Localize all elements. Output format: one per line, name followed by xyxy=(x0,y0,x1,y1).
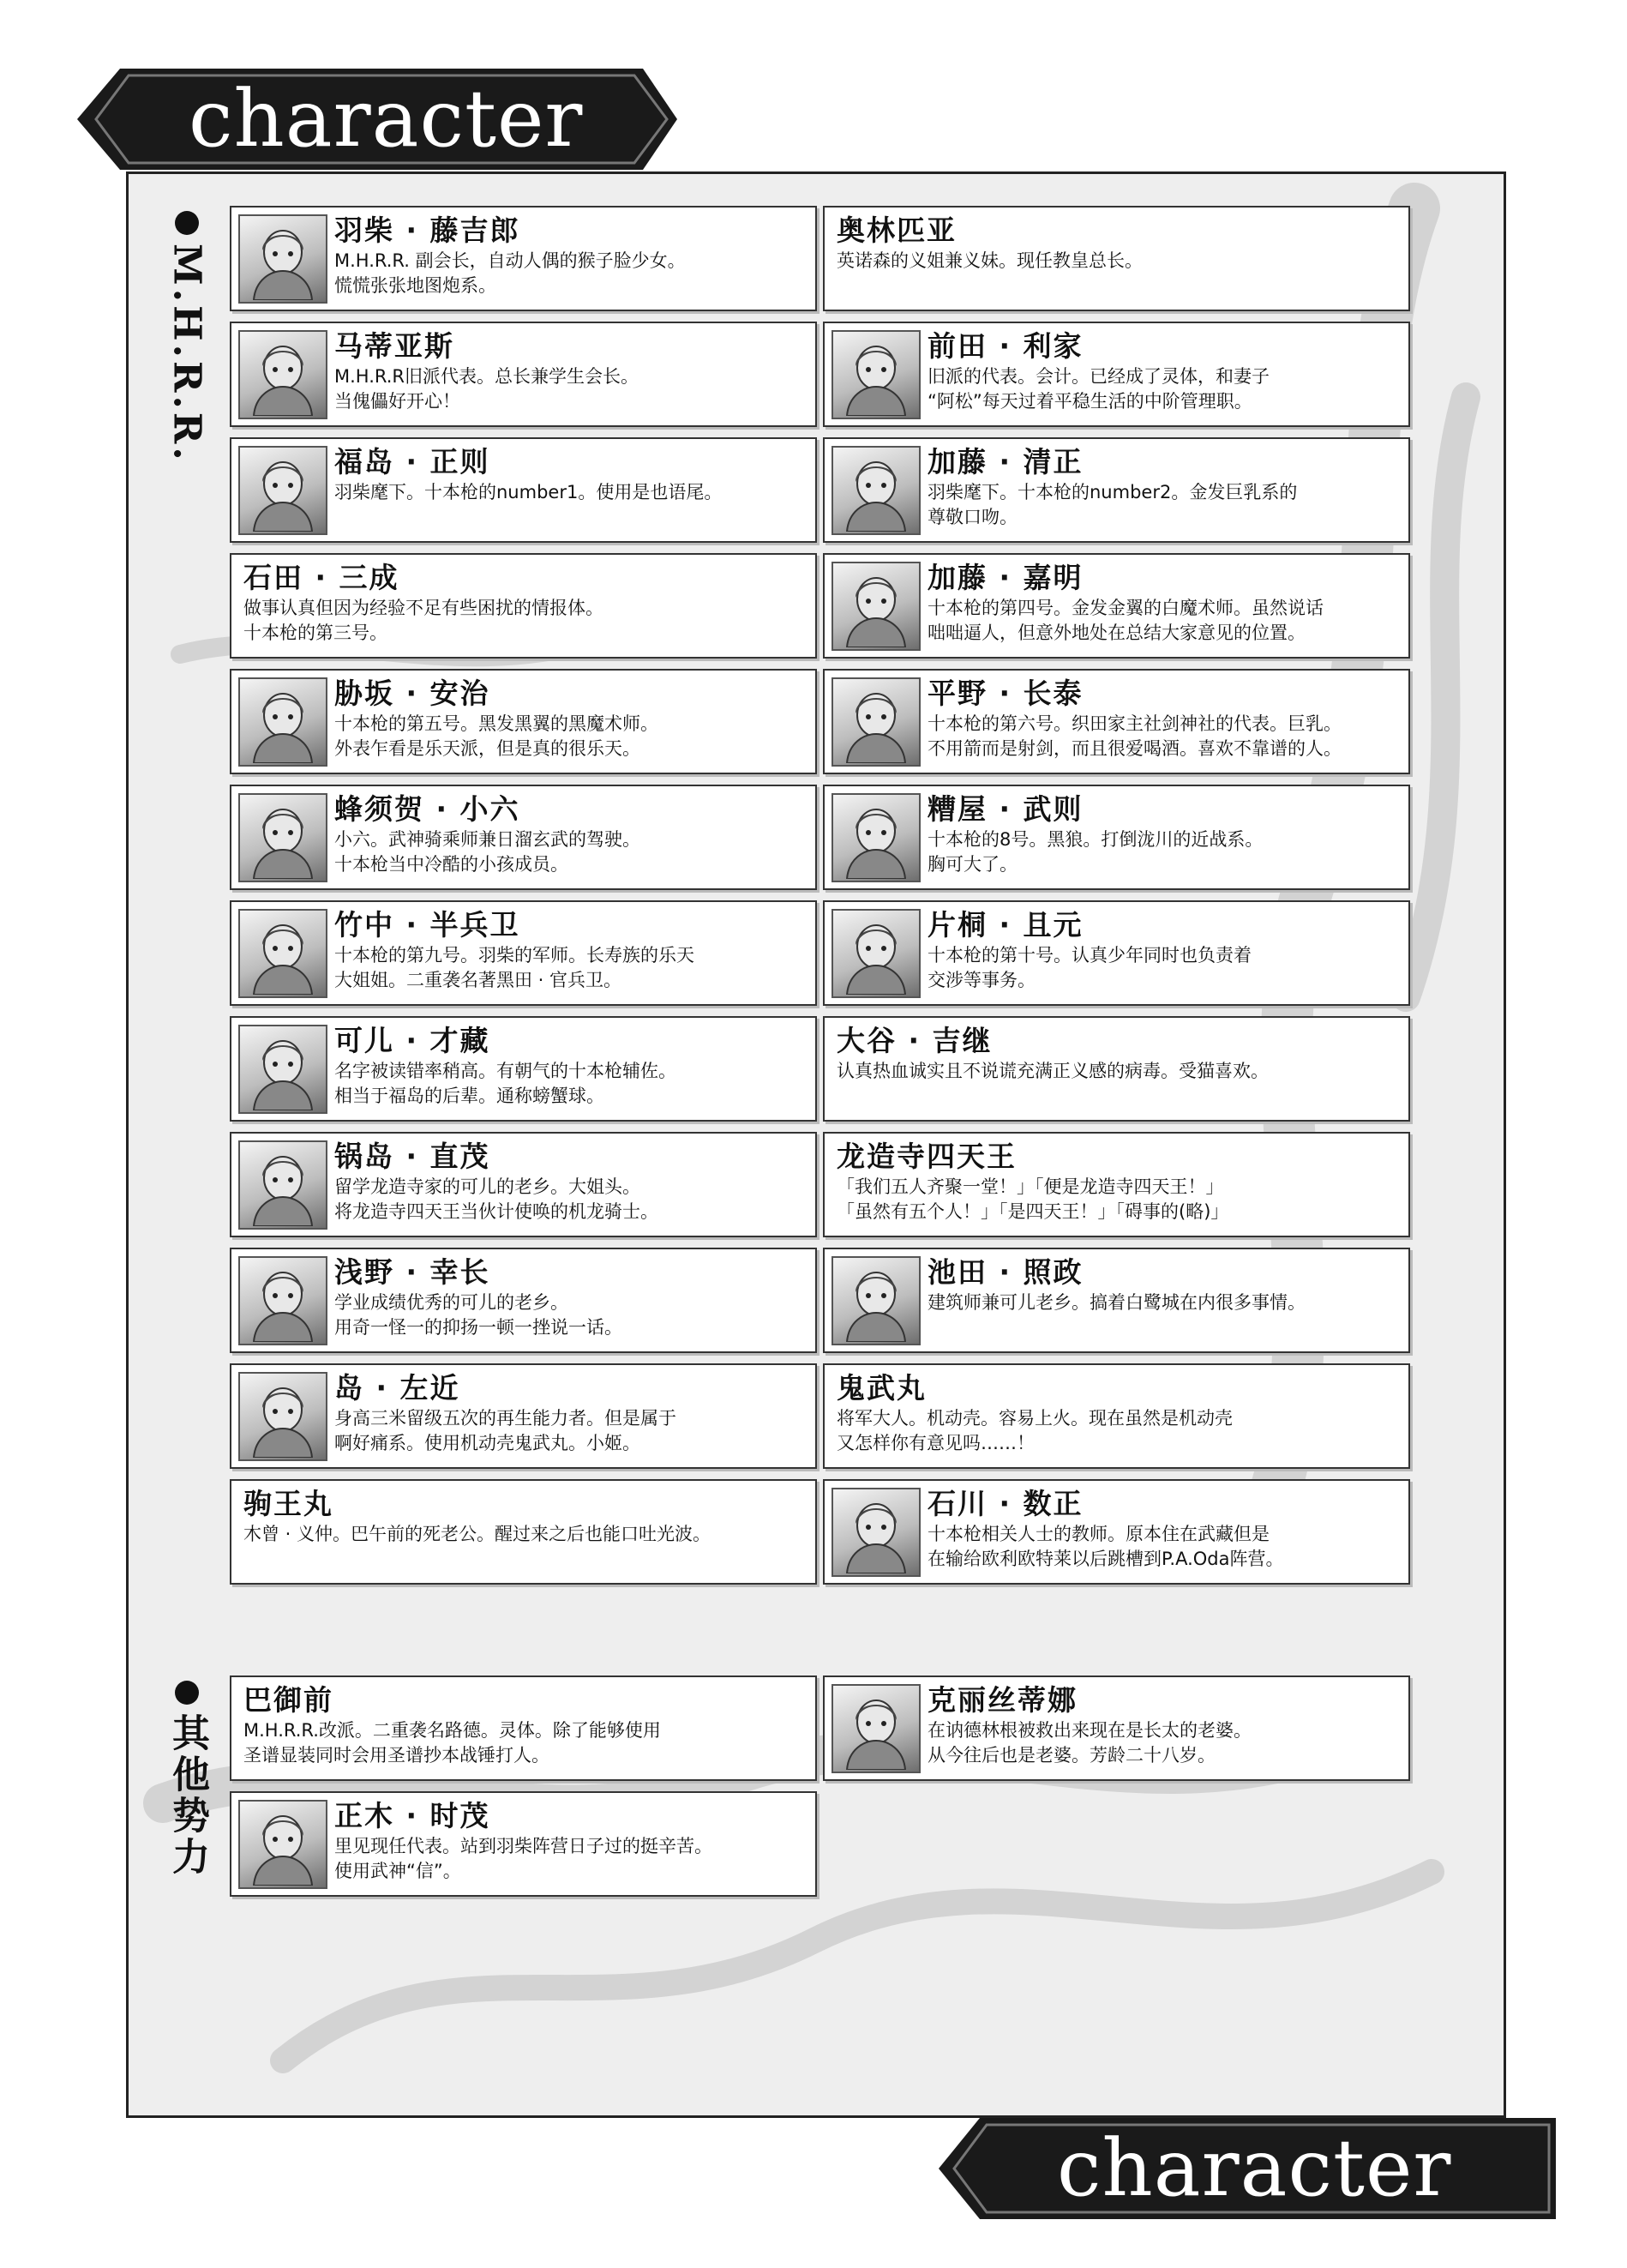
character-name: 克丽丝蒂娜 xyxy=(928,1683,1078,1717)
character-name: 岛 · 左近 xyxy=(334,1371,460,1405)
character-info xyxy=(334,1134,815,1224)
character-info xyxy=(928,439,1408,530)
character-info xyxy=(334,786,815,877)
character-card xyxy=(823,1479,1410,1585)
character-info xyxy=(334,1365,815,1456)
character-info xyxy=(334,1249,815,1340)
section-title: 其他势力 xyxy=(165,1713,209,1878)
character-card xyxy=(230,322,817,427)
character-name: 龙造寺四天王 xyxy=(837,1140,1017,1173)
character-card xyxy=(823,322,1410,427)
character-portrait-icon xyxy=(835,334,917,416)
character-name: 马蒂亚斯 xyxy=(334,329,454,363)
character-info xyxy=(231,1677,815,1768)
character-description: 木曾 · 义仲。巴午前的死老公。醒过来之后也能口吐光波。 xyxy=(243,1524,711,1544)
character-description: 学业成绩优秀的可儿的老乡。 用奇一怪一的抑扬一顿一挫说一话。 xyxy=(334,1292,622,1338)
character-card xyxy=(230,1791,817,1897)
character-info xyxy=(825,1134,1408,1224)
character-portrait xyxy=(238,214,327,304)
character-info xyxy=(334,1018,815,1109)
character-name: 石川 · 数正 xyxy=(928,1487,1084,1520)
character-description: M.H.R.R.改派。二重袭名路德。灵体。除了能够使用 圣谱显装同时会用圣谱抄本战锤打人。 xyxy=(243,1720,661,1766)
character-portrait-icon xyxy=(242,1803,324,1886)
character-name: 石田 · 三成 xyxy=(243,561,399,594)
character-description: 将军大人。机动壳。容易上火。现在虽然是机动壳 又怎样你有意见吗……！ xyxy=(837,1408,1233,1453)
character-info xyxy=(825,1018,1408,1084)
character-info xyxy=(334,208,815,298)
section-label-mhrr xyxy=(161,211,213,464)
character-description: 十本枪的第六号。织田家主社剑神社的代表。巨乳。 不用箭而是射剑，而且很爱喝酒。喜欢不靠谱的人。 xyxy=(928,713,1342,759)
character-name: 片桐 · 且元 xyxy=(928,908,1084,941)
character-portrait xyxy=(832,330,921,419)
character-portrait xyxy=(832,909,921,998)
character-description: 十本枪相关人士的教师。原本住在武藏但是 在输给欧利欧特莱以后跳槽到P.A.Oda阵营。 xyxy=(928,1524,1284,1569)
character-card xyxy=(230,1675,817,1781)
character-portrait-icon xyxy=(242,797,324,879)
character-info xyxy=(928,323,1408,414)
character-info xyxy=(928,671,1408,761)
character-info xyxy=(928,1677,1408,1768)
footer-banner-title: character xyxy=(1057,2122,1452,2214)
character-name: 竹中 · 半兵卫 xyxy=(334,908,520,941)
character-name: 池田 · 照政 xyxy=(928,1255,1084,1289)
character-portrait xyxy=(832,446,921,535)
character-info xyxy=(928,555,1408,646)
character-portrait xyxy=(238,1800,327,1889)
character-name: 可儿 · 才藏 xyxy=(334,1024,490,1057)
character-portrait-icon xyxy=(835,449,917,532)
character-card xyxy=(823,669,1410,774)
character-name: 糟屋 · 武则 xyxy=(928,792,1084,826)
character-description: 十本枪的8号。黑狼。打倒泷川的近战系。 胸可大了。 xyxy=(928,829,1264,875)
character-description: 十本枪的第十号。认真少年同时也负责着 交涉等事务。 xyxy=(928,945,1252,990)
character-name: 大谷 · 吉继 xyxy=(837,1024,993,1057)
character-card xyxy=(823,1363,1410,1469)
character-info xyxy=(334,439,815,505)
character-card xyxy=(823,437,1410,543)
character-description: 在讷德林根被救出来现在是长太的老婆。 从今往后也是老婆。芳龄二十八岁。 xyxy=(928,1720,1252,1766)
character-card xyxy=(230,1132,817,1237)
character-description: 十本枪的第九号。羽柴的军师。长寿族的乐天 大姐姐。二重袭名著黑田 · 官兵卫。 xyxy=(334,945,694,990)
character-info xyxy=(334,323,815,414)
character-portrait xyxy=(832,1488,921,1577)
character-description: 做事认真但因为经验不足有些困扰的情报体。 十本枪的第三号。 xyxy=(243,598,603,643)
character-portrait xyxy=(832,793,921,882)
section-bullet-icon xyxy=(175,211,199,235)
character-portrait xyxy=(238,1256,327,1345)
character-card xyxy=(823,900,1410,1006)
character-card xyxy=(823,206,1410,311)
character-description: 身高三米留级五次的再生能力者。但是属于 啊好痛系。使用机动壳鬼武丸。小姬。 xyxy=(334,1408,676,1453)
character-portrait-icon xyxy=(242,449,324,532)
character-portrait xyxy=(238,1140,327,1230)
character-name: 加藤 · 嘉明 xyxy=(928,561,1084,594)
character-description: 旧派的代表。会计。已经成了灵体，和妻子 “阿松”每天过着平稳生活的中阶管理职。 xyxy=(928,366,1270,412)
character-info xyxy=(231,555,815,646)
character-name: 蜂须贺 · 小六 xyxy=(334,792,520,826)
character-portrait xyxy=(238,677,327,767)
character-portrait xyxy=(832,677,921,767)
character-card xyxy=(823,785,1410,890)
character-description: 名字被读错率稍高。有朝气的十本枪辅佐。 相当于福岛的后辈。通称螃蟹球。 xyxy=(334,1061,676,1106)
character-description: 里见现任代表。站到羽柴阵营日子过的挺辛苦。 使用武神“信”。 xyxy=(334,1836,712,1881)
character-portrait xyxy=(832,1684,921,1773)
character-description: 十本枪的第四号。金发金翼的白魔术师。虽然说话 咄咄逼人，但意外地处在总结大家意见的位置。 xyxy=(928,598,1324,643)
character-portrait xyxy=(238,909,327,998)
character-portrait xyxy=(832,1256,921,1345)
section-bullet-icon xyxy=(175,1681,199,1705)
footer-banner xyxy=(939,2118,1556,2219)
character-description: M.H.R.R旧派代表。总长兼学生会长。 当傀儡好开心！ xyxy=(334,366,639,412)
character-info xyxy=(825,1365,1408,1456)
character-description: 「我们五人齐聚一堂！」「便是龙造寺四天王！」 「虽然有五个人！」「是四天王！」「碍事的(略)」 xyxy=(837,1176,1229,1222)
character-portrait-icon xyxy=(835,1491,917,1573)
character-name: 锅岛 · 直茂 xyxy=(334,1140,490,1173)
character-portrait-icon xyxy=(242,681,324,763)
header-banner-title: character xyxy=(189,73,584,165)
header-banner xyxy=(77,69,677,170)
character-card xyxy=(230,785,817,890)
character-portrait-icon xyxy=(242,218,324,300)
character-name: 巴御前 xyxy=(243,1683,333,1717)
character-card xyxy=(230,553,817,659)
character-info xyxy=(334,902,815,993)
character-description: 羽柴麾下。十本枪的number1。使用是也语尾。 xyxy=(334,482,723,502)
character-card xyxy=(823,1132,1410,1237)
character-portrait-icon xyxy=(242,1144,324,1226)
character-portrait xyxy=(832,562,921,651)
character-card xyxy=(230,669,817,774)
character-info xyxy=(231,1481,815,1547)
character-name: 羽柴 · 藤吉郎 xyxy=(334,214,520,247)
character-portrait xyxy=(238,330,327,419)
character-description: 建筑师兼可儿老乡。搞着白鹭城在内很多事情。 xyxy=(928,1292,1306,1313)
character-description: 认真热血诚实且不说谎充满正义感的病毒。受猫喜欢。 xyxy=(837,1061,1269,1081)
character-name: 驹王丸 xyxy=(243,1487,333,1520)
character-portrait-icon xyxy=(835,912,917,995)
character-portrait-icon xyxy=(242,334,324,416)
character-portrait-icon xyxy=(242,912,324,995)
character-name: 平野 · 长泰 xyxy=(928,677,1084,710)
character-description: 小六。武神骑乘师兼日溜玄武的驾驶。 十本枪当中冷酷的小孩成员。 xyxy=(334,829,640,875)
character-portrait-icon xyxy=(835,681,917,763)
character-info xyxy=(334,1793,815,1884)
character-portrait-icon xyxy=(835,1260,917,1342)
character-name: 胁坂 · 安治 xyxy=(334,677,490,710)
character-portrait xyxy=(238,446,327,535)
character-card xyxy=(823,553,1410,659)
section-title: M.H.R.R. xyxy=(165,244,209,464)
section-label-others xyxy=(161,1681,213,1878)
character-description: M.H.R.R. 副会长，自动人偶的猴子脸少女。 慌慌张张地图炮系。 xyxy=(334,250,686,296)
character-portrait-icon xyxy=(835,565,917,647)
character-description: 留学龙造寺家的可儿的老乡。大姐头。 将龙造寺四天王当伙计使唤的机龙骑士。 xyxy=(334,1176,658,1222)
character-card xyxy=(823,1675,1410,1781)
character-description: 英诺森的义姐兼义妹。现任教皇总长。 xyxy=(837,250,1143,271)
character-portrait-icon xyxy=(835,797,917,879)
character-card xyxy=(230,1479,817,1585)
character-info xyxy=(928,1481,1408,1572)
character-card xyxy=(823,1248,1410,1353)
character-card xyxy=(230,1363,817,1469)
character-name: 鬼武丸 xyxy=(837,1371,927,1405)
character-description: 羽柴麾下。十本枪的number2。金发巨乳系的 尊敬口吻。 xyxy=(928,482,1298,527)
character-card xyxy=(230,1016,817,1122)
character-portrait-icon xyxy=(835,1687,917,1770)
character-card xyxy=(230,900,817,1006)
character-portrait xyxy=(238,1025,327,1114)
character-name: 福岛 · 正则 xyxy=(334,445,490,478)
character-name: 前田 · 利家 xyxy=(928,329,1084,363)
character-portrait-icon xyxy=(242,1375,324,1458)
character-card xyxy=(230,206,817,311)
character-info xyxy=(825,208,1408,274)
character-name: 正木 · 时茂 xyxy=(334,1799,490,1832)
character-name: 奥林匹亚 xyxy=(837,214,957,247)
character-card xyxy=(230,437,817,543)
character-portrait xyxy=(238,1372,327,1461)
character-portrait-icon xyxy=(242,1028,324,1110)
character-card xyxy=(823,1016,1410,1122)
character-portrait-icon xyxy=(242,1260,324,1342)
character-description: 十本枪的第五号。黑发黑翼的黑魔术师。 外表乍看是乐天派，但是真的很乐天。 xyxy=(334,713,658,759)
character-info xyxy=(928,1249,1408,1315)
character-info xyxy=(928,786,1408,877)
character-info xyxy=(928,902,1408,993)
character-name: 浅野 · 幸长 xyxy=(334,1255,490,1289)
character-info xyxy=(334,671,815,761)
character-card xyxy=(230,1248,817,1353)
character-name: 加藤 · 清正 xyxy=(928,445,1084,478)
character-portrait xyxy=(238,793,327,882)
